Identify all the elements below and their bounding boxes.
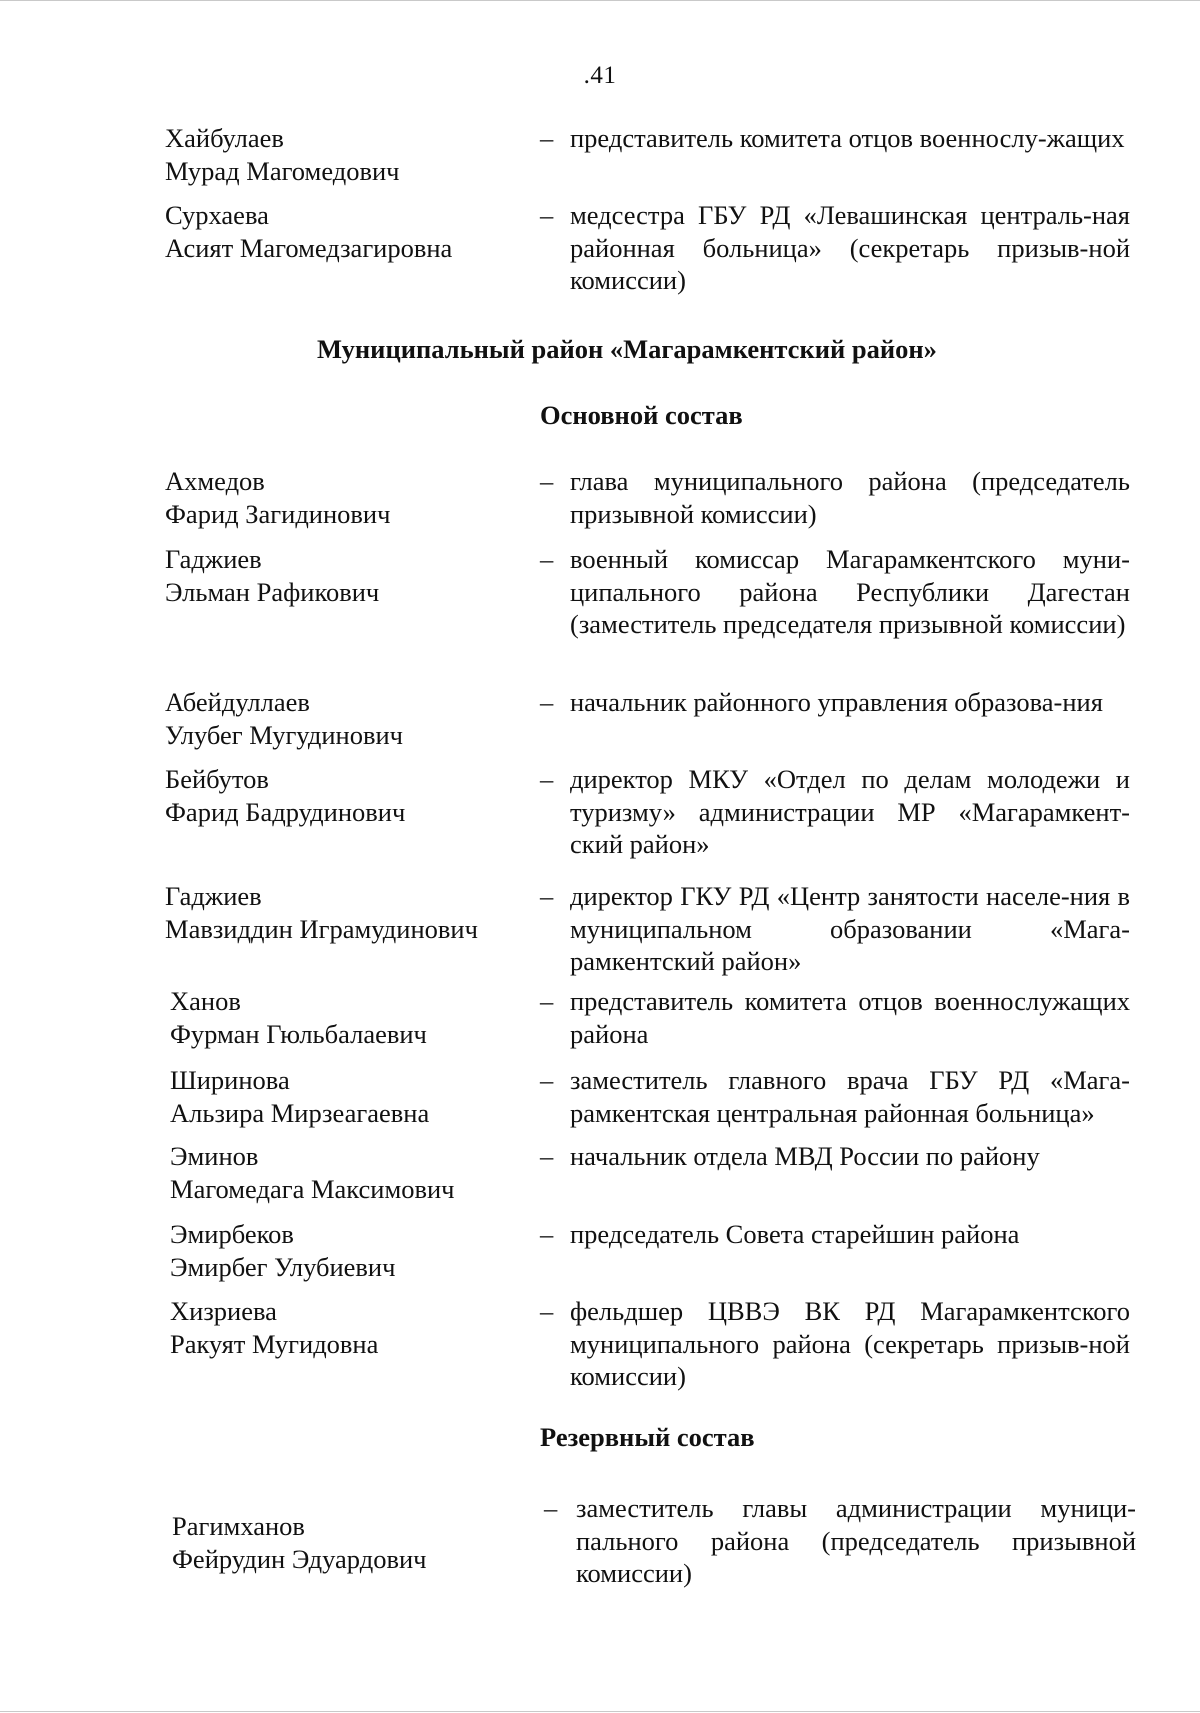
- dash: –: [540, 1296, 554, 1326]
- member-role: глава муниципального района (председатель призывной комиссии): [570, 466, 1130, 529]
- member-role: заместитель главы администрации муници-пального района (председатель призывной комиссии): [576, 1493, 1136, 1588]
- member-name: [165, 199, 525, 264]
- member-given-name: Фурман Гюльбалаевич: [170, 1018, 427, 1049]
- member-role: начальник районного управления образова-ния: [570, 687, 1103, 717]
- dash: –: [540, 1219, 554, 1249]
- member-given-name: Эмирбег Улубиевич: [170, 1251, 396, 1282]
- dash: –: [540, 764, 554, 794]
- member-surname: Эмирбеков: [170, 1219, 294, 1249]
- dash: –: [540, 1065, 554, 1095]
- member-surname: Хайбулаев: [165, 123, 284, 153]
- member-surname: Хизриева: [170, 1296, 277, 1326]
- member-name: [170, 1295, 530, 1360]
- member-name: [165, 543, 525, 608]
- member-surname: Бейбутов: [165, 764, 269, 794]
- member-surname: Сурхаева: [165, 200, 269, 230]
- member-name: [170, 1218, 530, 1283]
- member-role: заместитель главного врача ГБУ РД «Мага-рамкентская центральная районная больница»: [570, 1065, 1130, 1128]
- member-given-name: Улубег Мугудинович: [165, 719, 404, 750]
- dash: –: [544, 1493, 558, 1523]
- member-given-name: Фейрудин Эдуардович: [172, 1543, 427, 1574]
- dash: –: [540, 1141, 554, 1171]
- dash: –: [540, 544, 554, 574]
- dash: –: [540, 881, 554, 911]
- member-given-name: Фарид Загидинович: [165, 498, 391, 529]
- main-heading: Основной состав: [540, 400, 743, 430]
- page-number: .41: [583, 62, 617, 89]
- member-surname: Эминов: [170, 1141, 259, 1171]
- member-given-name: Магомедага Максимович: [170, 1173, 455, 1204]
- scan-border-bottom: [0, 1711, 1200, 1712]
- dash: –: [540, 200, 554, 230]
- member-surname: Рагимханов: [172, 1511, 305, 1541]
- member-role: председатель Совета старейшин района: [570, 1219, 1020, 1249]
- member-surname: Абейдуллаев: [165, 687, 310, 717]
- member-surname: Ахмедов: [165, 466, 265, 496]
- member-name: [170, 985, 530, 1050]
- member-name: [165, 763, 525, 828]
- member-name: [165, 465, 525, 530]
- member-given-name: Эльман Рафикович: [165, 576, 380, 607]
- member-surname: Гаджиев: [165, 544, 262, 574]
- member-given-name: Мавзиддин Играмудинович: [165, 913, 478, 944]
- member-role: военный комиссар Магарамкентского муни-ципального района Республики Дагестан (заместитель председателя призывной комиссии): [570, 544, 1130, 639]
- member-role: директор МКУ «Отдел по делам молодежи и туризму» администрации МР «Магарамкент-ский район»: [570, 764, 1130, 859]
- member-name: [165, 122, 525, 187]
- member-surname: Ширинова: [170, 1065, 290, 1095]
- member-role: фельдшер ЦВВЭ ВК РД Магарамкентского муниципального района (секретарь призыв-ной комиссии): [570, 1296, 1130, 1391]
- member-name: [172, 1510, 532, 1575]
- reserve-heading: Резервный состав: [540, 1422, 755, 1452]
- member-role: представитель комитета отцов военнослу-жащих: [570, 123, 1125, 153]
- member-role: медсестра ГБУ РД «Левашинская централь-ная районная больница» (секретарь призыв-ной комиссии): [570, 200, 1130, 295]
- member-role: представитель комитета отцов военнослужащих района: [570, 986, 1130, 1049]
- member-given-name: Ракуят Мугидовна: [170, 1328, 379, 1359]
- member-given-name: Мурад Магомедович: [165, 155, 400, 186]
- member-given-name: Асият Магомедзагировна: [165, 232, 453, 263]
- member-name: [165, 686, 525, 751]
- member-role: директор ГКУ РД «Центр занятости населе-ния в муниципальном образовании «Мага-рамкентский район»: [570, 881, 1130, 976]
- member-surname: Ханов: [170, 986, 241, 1016]
- dash: –: [540, 466, 554, 496]
- member-surname: Гаджиев: [165, 881, 262, 911]
- dash: –: [540, 123, 554, 153]
- member-name: [165, 880, 525, 945]
- scan-border-top: [0, 0, 1200, 1]
- member-given-name: Фарид Бадрудинович: [165, 796, 406, 827]
- section-title: Муниципальный район «Магарамкентский район»: [317, 334, 937, 364]
- member-name: [170, 1140, 530, 1205]
- dash: –: [540, 687, 554, 717]
- dash: –: [540, 986, 554, 1016]
- member-role: начальник отдела МВД России по району: [570, 1141, 1040, 1171]
- member-given-name: Альзира Мирзеагаевна: [170, 1097, 430, 1128]
- member-name: [170, 1064, 530, 1129]
